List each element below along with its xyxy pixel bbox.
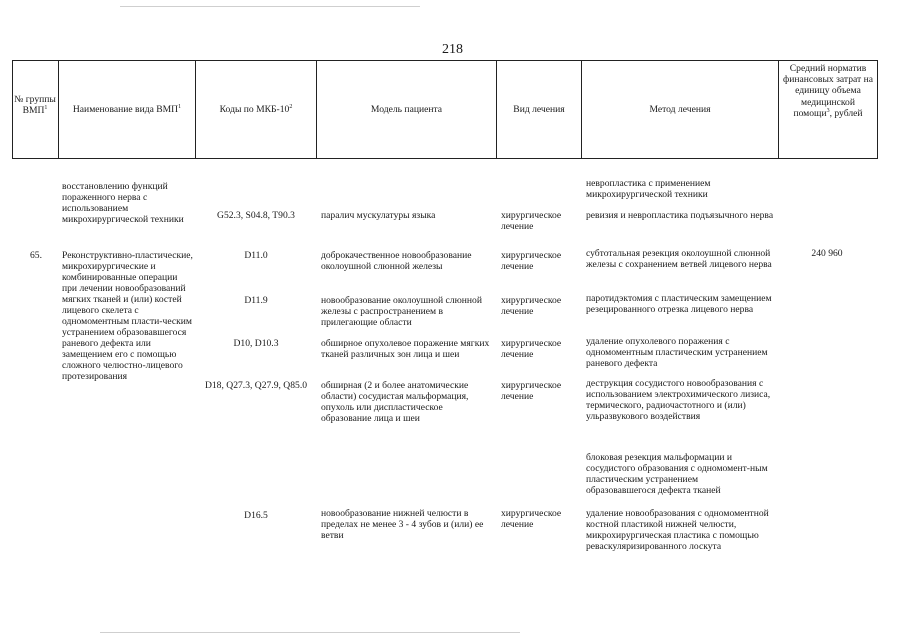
code-cell: D18, Q27.3, Q27.9, Q85.0 xyxy=(204,380,308,391)
patient-model-cell: паралич мускулатуры языка xyxy=(321,210,436,221)
footnote-mark: 1 xyxy=(178,103,182,110)
header-divider xyxy=(58,60,59,158)
header-border xyxy=(877,60,878,158)
treatment-type-cell: хирургическое лечение xyxy=(501,508,562,530)
header-vmp-name xyxy=(60,104,194,115)
code-cell: D11.9 xyxy=(244,295,268,306)
footnote-mark: 2 xyxy=(289,103,293,110)
method-continuation: невропластика с применением микрохирургической техники xyxy=(586,178,711,200)
treatment-method-cell: удаление новообразования с одномоментной костной пластикой нижней челюсти, микрохирургическая пластика с помощью реваскуляризированного лоскута xyxy=(586,508,769,552)
treatment-type-cell: хирургическое лечение xyxy=(501,210,562,232)
patient-model-cell: новообразование околоушной слюнной железы с распространением в прилегающие области xyxy=(321,295,482,328)
treatment-type-cell: хирургическое лечение xyxy=(501,380,562,402)
treatment-method-cell: ревизия и невропластика подъязычного нерва xyxy=(586,210,774,221)
treatment-type-cell: хирургическое лечение xyxy=(501,295,562,317)
header-bottom-rule xyxy=(12,158,878,159)
code-cell: D10, D10.3 xyxy=(233,338,279,349)
header-divider xyxy=(778,60,779,158)
treatment-method-cell: субтотальная резекция околоушной слюнной железы с сохранением ветвей лицевого нерва xyxy=(586,248,772,270)
header-vmp-name-text: Наименование вида ВМП xyxy=(72,104,179,115)
treatment-type-cell: хирургическое лечение xyxy=(501,250,562,272)
header-group-no-text: № группы ВМП xyxy=(14,94,56,117)
treatment-method-cell: удаление опухолевого поражения с одномоментным пластическим устранением раневого дефекта xyxy=(586,336,768,369)
cost-value: 240 960 xyxy=(811,248,843,259)
header-divider xyxy=(581,60,582,158)
header-treatment-method: Метод лечения xyxy=(649,104,711,115)
header-border xyxy=(12,60,13,158)
treatment-type-cell: хирургическое лечение xyxy=(501,338,562,360)
vmp-name-continuation: восстановлению функций пораженного нерва с использованием микрохирургической техники xyxy=(62,181,184,225)
header-norm-cost xyxy=(782,63,874,119)
code-cell: G52.3, S04.8, T90.3 xyxy=(217,210,295,221)
header-mkb-codes xyxy=(197,104,315,115)
footnote-mark: 3 xyxy=(826,107,830,114)
treatment-method-cell: деструкция сосудистого новообразования с использованием электрохимического лизиса, термического, радиочастотного и (или) ульразвукового воздействия xyxy=(586,378,771,422)
patient-model-cell: обширное опухолевое поражение мягких тканей различных зон лица и шеи xyxy=(321,338,490,360)
table-top-rule xyxy=(12,60,878,61)
scan-artifact-top xyxy=(120,6,420,7)
scan-artifact-bottom xyxy=(100,632,520,633)
patient-model-cell: обширная (2 и более анатомические области) сосудистая мальформация, опухоль или диспластическое образование лица и шеи xyxy=(321,380,469,424)
code-cell: D16.5 xyxy=(244,510,268,521)
header-group-no xyxy=(14,94,56,116)
vmp-name-65: Реконструктивно-пластические, микрохирургические и комбинированные операции при лечении новообразований мягких тканей и (или) костей лицевого скелета с одномоментным пласти-ческим устранением образовавшегося раневого дефекта или замещением его с помощью сложного челюстно-лицевого протезирования xyxy=(62,250,193,382)
header-divider xyxy=(496,60,497,158)
header-divider xyxy=(316,60,317,158)
header-mkb-codes-text: Коды по МКБ-10 xyxy=(219,104,290,115)
page-number: 218 xyxy=(442,42,463,57)
header-norm-cost-tail: , рублей xyxy=(829,107,863,119)
code-cell: D11.0 xyxy=(244,250,268,261)
treatment-method-cell: блоковая резекция мальформации и сосудистого образования с одномомент-ным пластическим устранением образовавшегося дефекта тканей xyxy=(586,452,768,496)
header-treatment-type: Вид лечения xyxy=(513,104,565,115)
treatment-method-cell: паротидэктомия с пластическим замещением резецированного отрезка лицевого нерва xyxy=(586,293,772,315)
header-divider xyxy=(195,60,196,158)
footnote-mark: 1 xyxy=(44,105,48,112)
header-norm-cost-text: Средний норматив финансовых затрат на единицу объема медицинской помощи xyxy=(782,63,873,119)
patient-model-cell: новообразование нижней челюсти в пределах не менее 3 - 4 зубов и (или) ее ветви xyxy=(321,508,484,541)
header-patient-model: Модель пациента xyxy=(370,104,443,115)
patient-model-cell: доброкачественное новообразование околоушной слюнной железы xyxy=(321,250,472,272)
group-number: 65. xyxy=(30,250,42,261)
